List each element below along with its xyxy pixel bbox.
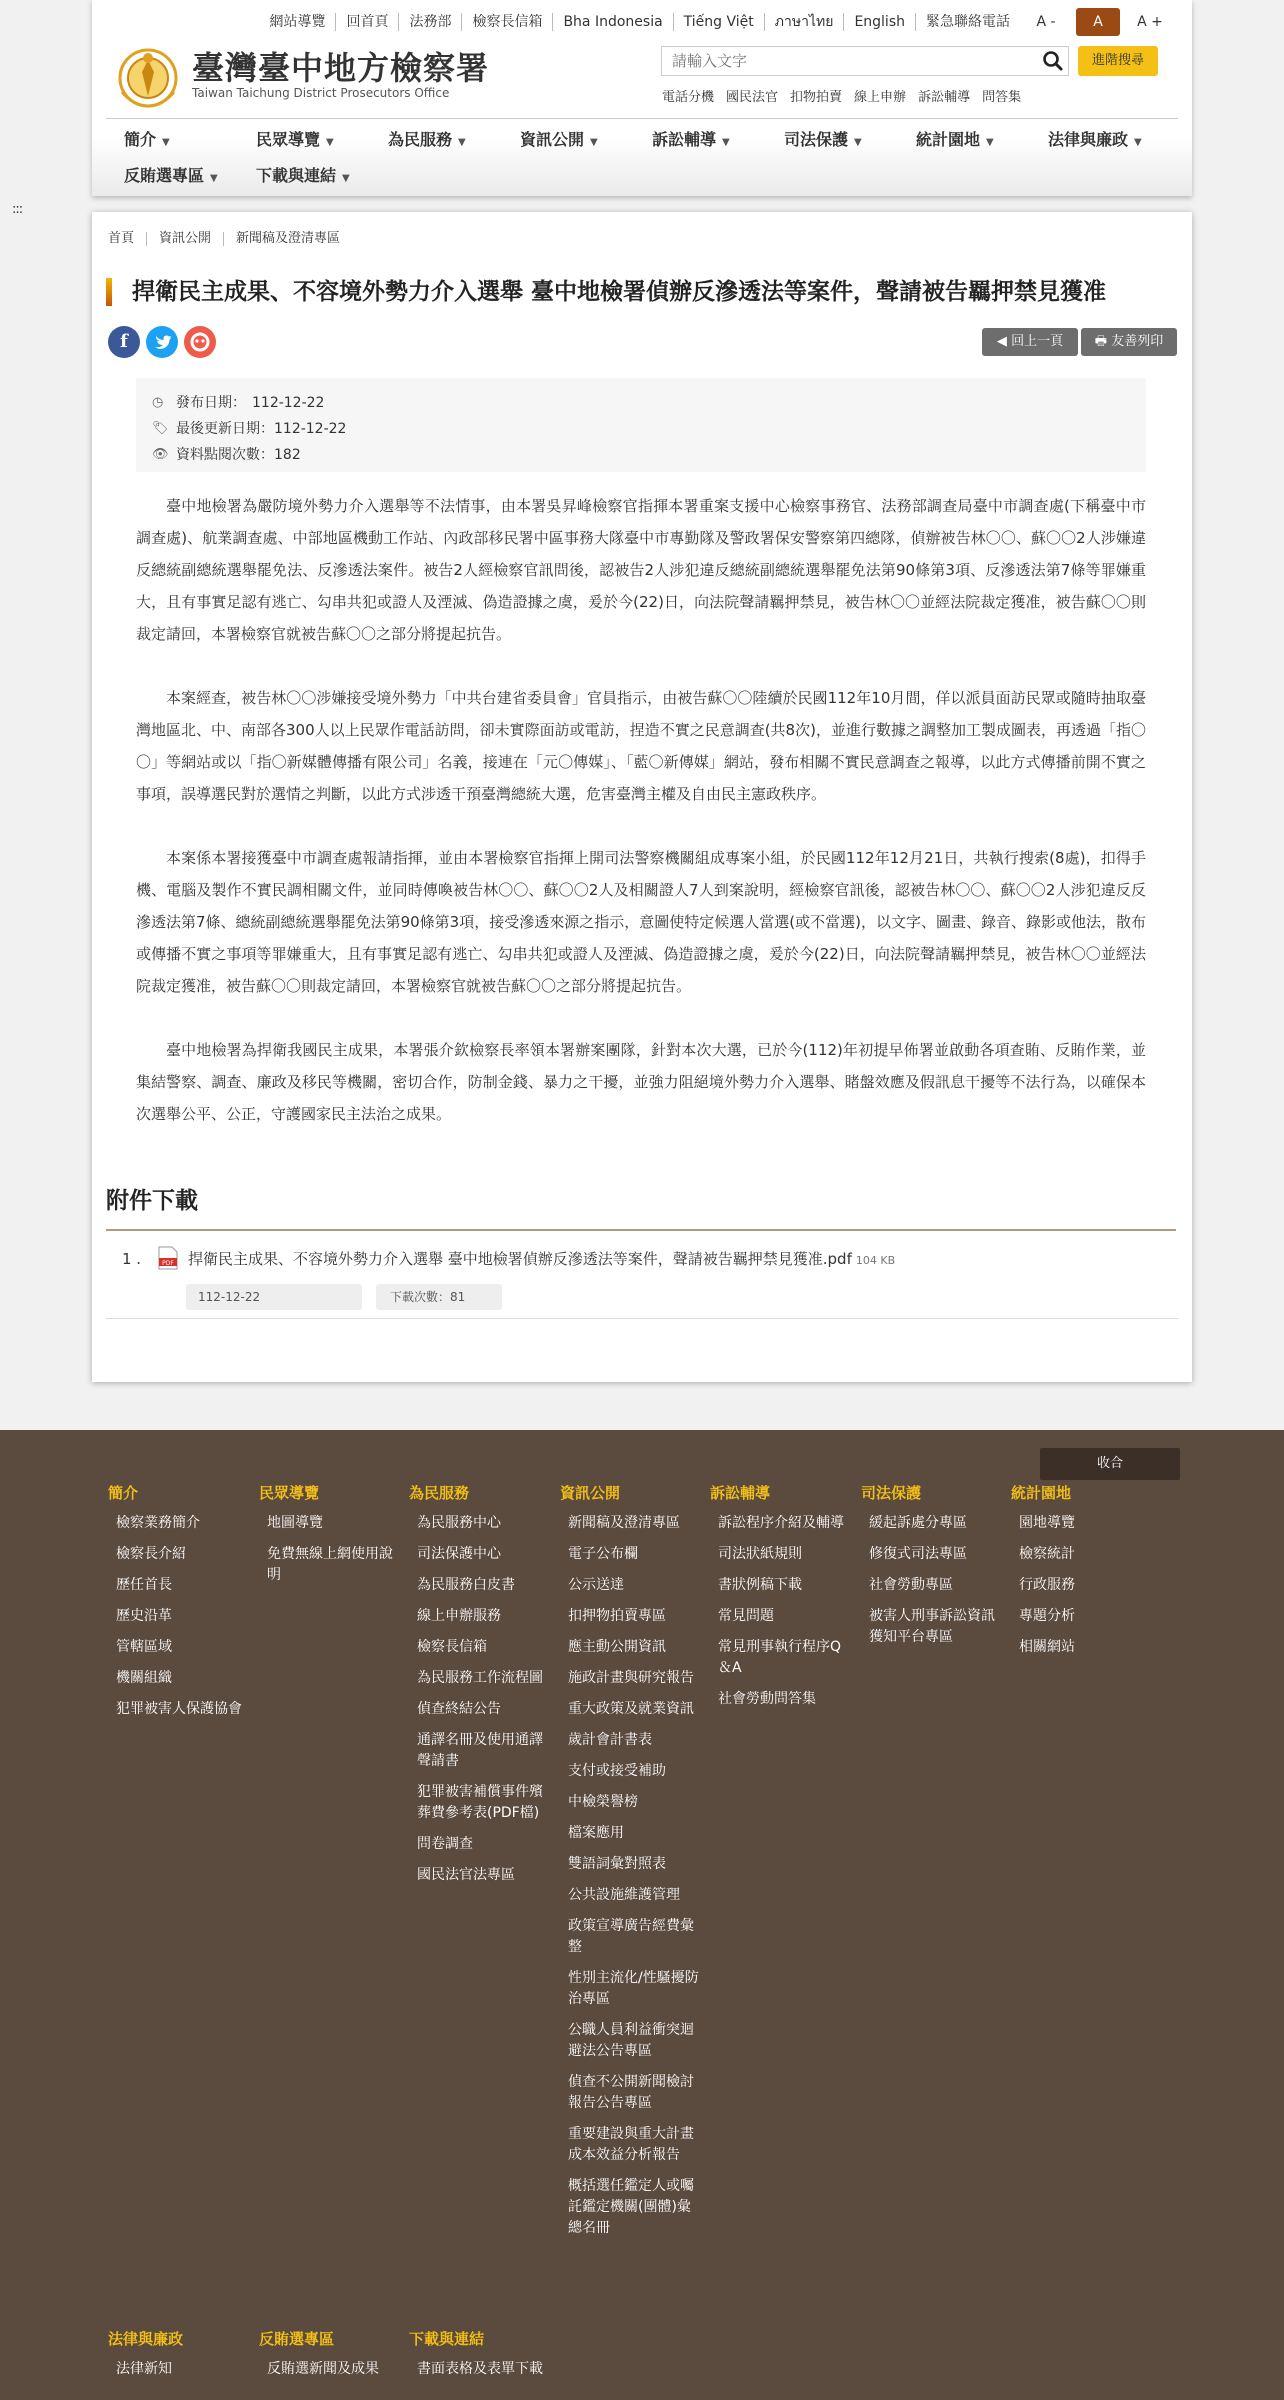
footer-link[interactable]: 施政計畫與研究報告 bbox=[568, 1670, 694, 1686]
nav-label: 資訊公開 bbox=[520, 130, 585, 149]
footer-link[interactable]: 偵查終結公告 bbox=[417, 1701, 501, 1717]
updated-date: 112-12-22 bbox=[274, 421, 347, 437]
article-paragraph: 本案係本署接獲臺中市調查處報請指揮，並由本署檢察官指揮上開司法警察機關組成專案小組，於民國112年12月21日，共執行搜索(8處)，扣得手機、電腦及製作不實民調相關文件，並同時傳喚被告林〇〇、蘇〇〇2人及相關證人7人到案說明，經檢察官訊後，認被告林〇〇、蘇〇〇2人涉犯違反反滲透法第7條、總統副總統選舉罷免法第90條第3項，接受滲透來源之指示，意圖使特定候選人當選(或不當選)，以文字、圖畫、錄音、錄影或他法，散布或傳播不實之事項等罪嫌重大，且有事實足認有逃亡、勾串共犯或證人及湮滅、偽造證據之虞，爰於今(22)日，向法院聲請羈押禁見，被告林〇〇並經法院裁定獲准，被告蘇〇〇則裁定請回，本署檢察官就被告蘇〇〇之部分將提起抗告。 bbox=[136, 849, 1146, 995]
footer-link[interactable]: 為民服務白皮書 bbox=[417, 1577, 515, 1593]
views-count: 182 bbox=[274, 447, 301, 463]
toplink-vietnamese[interactable]: Tiếng Việt bbox=[674, 13, 765, 31]
caret-down-icon: ▼ bbox=[210, 173, 218, 184]
attachment-divider bbox=[106, 1318, 1178, 1319]
footer-link[interactable]: 地圖導覽 bbox=[267, 1515, 323, 1531]
footer-link[interactable]: 偵查不公開新聞檢討報告公告專區 bbox=[568, 2074, 694, 2111]
footer-link[interactable]: 歲計會計書表 bbox=[568, 1732, 652, 1748]
footer-link[interactable]: 公共設施維護管理 bbox=[568, 1887, 680, 1903]
nav-litigation[interactable] bbox=[634, 122, 766, 158]
facebook-icon[interactable]: f bbox=[108, 326, 140, 358]
search-input[interactable] bbox=[662, 47, 1038, 75]
footer-link[interactable]: 專題分析 bbox=[1019, 1608, 1075, 1624]
footer-link[interactable]: 檢察業務簡介 bbox=[116, 1515, 200, 1531]
footer-column-title[interactable]: 訴訟輔導 bbox=[710, 1484, 771, 1502]
nav-judicial-protection[interactable] bbox=[766, 122, 898, 158]
hotkey-faq[interactable]: 問答集 bbox=[982, 90, 1022, 105]
font-size-small[interactable]: A - bbox=[1036, 14, 1056, 30]
nav-info-disclosure[interactable] bbox=[502, 122, 634, 158]
article-paragraph: 本案經查，被告林〇〇涉嫌接受境外勢力「中共台建省委員會」官員指示，由被告蘇〇〇陸續於民國112年10月間，佯以派員面訪民眾或隨時抽取臺灣地區北、中、南部各300人以上民眾作電話訪問，卻未實際面訪或電訪，捏造不實之民意調查(共8次)，並進行數據之調整加工製成圖表，再透過「指〇〇」等網站或以「指〇新媒體傳播有限公司」名義，接連在「元〇傳媒」、「藍〇新傳媒」網站，發布相關不實民意調查之報導，以此方式傳播前開不實之事項，誤導選民對於選情之判斷，以此方式涉透干預臺灣總統大選，危害臺灣主權及自由民主憲政秩序。 bbox=[136, 689, 1146, 803]
footer-column bbox=[409, 2328, 549, 2390]
nav-label: 訴訟輔導 bbox=[652, 130, 717, 149]
attachment-number: 1 . bbox=[122, 1250, 142, 1268]
nav-label: 法律與廉政 bbox=[1048, 130, 1129, 149]
attachment-filename: 捍衛民主成果、不容境外勢力介入選舉 臺中地檢署偵辦反滲透法等案件，聲請被告羈押禁見獲准.pdf bbox=[188, 1250, 852, 1268]
footer-link[interactable]: 檢察長信箱 bbox=[417, 1639, 487, 1655]
attachment-link[interactable] bbox=[188, 1248, 895, 1269]
attachment-downloads: 下載次數：81 bbox=[376, 1284, 502, 1310]
footer-link[interactable]: 問卷調查 bbox=[417, 1836, 473, 1852]
footer-link[interactable]: 應主動公開資訊 bbox=[568, 1639, 666, 1655]
footer-link[interactable]: 重要建設與重大計畫成本效益分析報告 bbox=[568, 2126, 694, 2163]
footer-link[interactable]: 反賄選新聞及成果 bbox=[267, 2361, 379, 2377]
article-body bbox=[136, 490, 1146, 1162]
views-label: 資料點閱次數： bbox=[176, 447, 274, 463]
footer-link[interactable]: 書面表格及表單下載 bbox=[417, 2361, 543, 2377]
hotkey-litigation[interactable]: 訴訟輔導 bbox=[918, 90, 971, 105]
footer-column-title[interactable]: 資訊公開 bbox=[560, 1484, 621, 1502]
nav-label: 反賄選專區 bbox=[124, 166, 205, 185]
eye-icon: 👁 bbox=[152, 447, 169, 462]
site-logo[interactable] bbox=[110, 42, 489, 110]
caret-down-icon: ▼ bbox=[854, 137, 862, 148]
site-header bbox=[92, 0, 1192, 196]
footer-column-title[interactable]: 反賄選專區 bbox=[259, 2330, 335, 2348]
footer-link[interactable]: 書狀例稿下載 bbox=[718, 1577, 802, 1593]
footer-column-title[interactable]: 統計園地 bbox=[1011, 1484, 1072, 1502]
footer-link[interactable]: 雙語詞彙對照表 bbox=[568, 1856, 666, 1872]
caret-down-icon: ▼ bbox=[722, 137, 730, 148]
footer-link[interactable]: 線上申辦服務 bbox=[417, 1608, 501, 1624]
breadcrumb-home[interactable]: 首頁 bbox=[108, 232, 147, 246]
footer-column-title[interactable]: 為民服務 bbox=[409, 1484, 470, 1502]
nav-divider bbox=[106, 118, 1178, 119]
font-size-medium[interactable]: A bbox=[1076, 8, 1120, 36]
footer-link[interactable]: 管轄區域 bbox=[116, 1639, 172, 1655]
footer-column-title[interactable]: 司法保護 bbox=[861, 1484, 922, 1502]
footer-link[interactable]: 扣押物拍賣專區 bbox=[568, 1608, 666, 1624]
caret-down-icon: ▼ bbox=[342, 173, 350, 184]
footer-column bbox=[409, 1482, 549, 1896]
caret-down-icon: ▼ bbox=[458, 137, 466, 148]
nav-label: 下載與連結 bbox=[256, 166, 337, 185]
nav-anti-bribery[interactable] bbox=[106, 158, 238, 194]
toplink-sitemap[interactable]: 網站導覽 bbox=[259, 13, 336, 31]
footer-link[interactable]: 國民法官法專區 bbox=[417, 1867, 515, 1883]
breadcrumb-news[interactable]: 新聞稿及澄清專區 bbox=[236, 231, 341, 246]
footer-link[interactable]: 概括選任鑑定人或囑託鑑定機關(團體)彙總名冊 bbox=[568, 2178, 694, 2236]
clock-icon: ◷ bbox=[152, 395, 164, 410]
footer-link[interactable]: 檔案應用 bbox=[568, 1825, 624, 1841]
nav-label: 簡介 bbox=[124, 130, 157, 149]
top-links bbox=[259, 8, 1176, 36]
footer-column bbox=[1011, 1482, 1151, 1668]
main-content bbox=[92, 212, 1192, 1382]
nav-downloads[interactable] bbox=[238, 158, 370, 194]
main-nav bbox=[106, 122, 1176, 194]
footer-link[interactable]: 檢察長介紹 bbox=[116, 1546, 186, 1562]
footer-link[interactable]: 歷任首長 bbox=[116, 1577, 172, 1593]
advanced-search-button[interactable]: 進階搜尋 bbox=[1078, 46, 1158, 76]
footer-link[interactable]: 犯罪被害補償事件殯葬費參考表(PDF檔) bbox=[417, 1784, 543, 1821]
footer-link[interactable]: 法律新知 bbox=[116, 2361, 172, 2377]
footer-column bbox=[861, 1482, 1001, 1658]
back-arrow-icon: ◀ bbox=[996, 334, 1012, 349]
back-label: 回上一頁 bbox=[1011, 334, 1064, 349]
pdf-icon bbox=[158, 1246, 178, 1270]
footer-column-title[interactable]: 民眾導覽 bbox=[259, 1484, 320, 1502]
footer-link[interactable]: 為民服務工作流程圖 bbox=[417, 1670, 543, 1686]
article-paragraph: 臺中地檢署為嚴防境外勢力介入選舉等不法情事，由本署吳昇峰檢察官指揮本署重案支援中心檢察事務官、法務部調查局臺中市調查處(下稱臺中市調查處)、航業調查處、中部地區機動工作站、內政部移民署中區事務大隊臺中市專勤隊及警政署保安警察第四總隊，偵辦被告林〇〇、蘇〇〇2人涉嫌違反總統副總統選舉罷免法、反滲透法案件。被告2人經檢察官訊問後，認被告2人涉犯違反總統副總統選舉罷免法第90條第3項、反滲透法第7條等罪嫌重大，且有事實足認有逃亡、勾串共犯或證人及湮滅、偽造證據之虞，爰於今(22)日，向法院聲請羈押禁見，被告林〇〇並經法院裁定獲准，被告蘇〇〇則裁定請回，本署檢察官就被告蘇〇〇之部分將提起抗告。 bbox=[136, 497, 1146, 643]
footer-link[interactable]: 社會勞動專區 bbox=[869, 1577, 953, 1593]
footer-column bbox=[108, 1482, 248, 1730]
footer-link[interactable]: 免費無線上網使用說明 bbox=[267, 1546, 393, 1583]
nav-label: 為民服務 bbox=[388, 130, 453, 149]
footer-link[interactable]: 檢察統計 bbox=[1019, 1546, 1075, 1562]
footer-column-title[interactable]: 下載與連結 bbox=[409, 2330, 485, 2348]
article-meta bbox=[136, 378, 1146, 472]
footer-link[interactable]: 司法狀紙規則 bbox=[718, 1546, 802, 1562]
nav-label: 民眾導覽 bbox=[256, 130, 321, 149]
breadcrumb bbox=[108, 232, 352, 246]
caret-down-icon: ▼ bbox=[986, 137, 994, 148]
footer-link[interactable]: 修復式司法專區 bbox=[869, 1546, 967, 1562]
collapse-button[interactable]: 收合 bbox=[1040, 1448, 1180, 1480]
logo-subtitle: Taiwan Taichung District Prosecutors Office bbox=[192, 86, 450, 100]
footer-link[interactable]: 園地導覽 bbox=[1019, 1515, 1075, 1531]
footer-link[interactable]: 電子公布欄 bbox=[568, 1546, 638, 1562]
back-button[interactable] bbox=[982, 328, 1078, 356]
breadcrumb-info[interactable]: 資訊公開 bbox=[147, 232, 224, 246]
emblem-icon bbox=[110, 42, 186, 110]
footer-column bbox=[259, 2328, 399, 2390]
footer-column bbox=[259, 1482, 399, 1596]
published-date: 112-12-22 bbox=[252, 395, 325, 411]
logo-title: 臺灣臺中地方檢察署 bbox=[192, 49, 490, 87]
caret-down-icon: ▼ bbox=[162, 137, 170, 148]
footer-column bbox=[710, 1482, 850, 1720]
search-icon[interactable] bbox=[1038, 47, 1068, 75]
footer-link[interactable]: 公示送達 bbox=[568, 1577, 624, 1593]
print-button[interactable] bbox=[1081, 328, 1177, 356]
footer-link[interactable]: 訴訟程序介紹及輔導 bbox=[718, 1515, 844, 1531]
updated-label: 最後更新日期： bbox=[176, 421, 274, 437]
caret-down-icon: ▼ bbox=[590, 137, 598, 148]
hotkey-citizen-judge[interactable]: 國民法官 bbox=[726, 90, 779, 105]
search-box bbox=[661, 46, 1069, 76]
footer-link[interactable]: 常見刑事執行程序Q＆A bbox=[718, 1639, 842, 1676]
toplink-moj[interactable]: 法務部 bbox=[399, 13, 462, 31]
footer-link[interactable]: 支付或接受補助 bbox=[568, 1763, 666, 1779]
nav-public-guide[interactable] bbox=[238, 122, 370, 158]
page-title: 捍衛民主成果、不容境外勢力介入選舉 臺中地檢署偵辦反滲透法等案件，聲請被告羈押禁見獲准 bbox=[106, 278, 1176, 306]
published-label: 發布日期： bbox=[176, 395, 246, 411]
hotkey-auction[interactable]: 扣物拍賣 bbox=[790, 90, 843, 105]
toplink-english[interactable]: English bbox=[844, 13, 916, 31]
footer-link[interactable]: 歷史沿革 bbox=[116, 1608, 172, 1624]
footer-column bbox=[108, 2328, 248, 2390]
caret-down-icon: ▼ bbox=[1134, 137, 1142, 148]
toplink-thai[interactable]: ภาษาไทย bbox=[765, 13, 845, 31]
footer-link[interactable]: 行政服務 bbox=[1019, 1577, 1075, 1593]
twitter-icon[interactable] bbox=[146, 326, 178, 358]
article-paragraph: 臺中地檢署為捍衛我國民主成果，本署張介欽檢察長率領本署辦案團隊，針對本次大選，已於今(112)年初提早佈署並啟動各項查賄、反賄作業，並集結警察、調查、廉政及移民等機關，密切合作，防制金錢、暴力之干擾，並強力阻絕境外勢力介入選舉、賭盤效應及假訊息干擾等不法行為，以確保本次選舉公平、公正，守護國家民主法治之成果。 bbox=[136, 1041, 1146, 1123]
footer-link[interactable]: 政策宣導廣告經費彙整 bbox=[568, 1918, 694, 1955]
nav-statistics[interactable] bbox=[898, 122, 1030, 158]
font-size-large[interactable]: A + bbox=[1137, 14, 1163, 30]
attachment-date: 112-12-22 bbox=[186, 1284, 362, 1310]
footer-link[interactable]: 機關組織 bbox=[116, 1670, 172, 1686]
toplink-home[interactable]: 回首頁 bbox=[336, 13, 399, 31]
share-bar bbox=[108, 326, 222, 358]
footer-column bbox=[560, 1482, 700, 2249]
toplink-mailbox[interactable]: 檢察長信箱 bbox=[462, 13, 553, 31]
accesskey-content[interactable]: ::: bbox=[12, 202, 23, 217]
hotkey-online[interactable]: 線上申辦 bbox=[854, 90, 907, 105]
footer-link[interactable]: 為民服務中心 bbox=[417, 1515, 501, 1531]
footer-link[interactable]: 相關網站 bbox=[1019, 1639, 1075, 1655]
footer-link[interactable]: 通譯名冊及使用通譯聲請書 bbox=[417, 1732, 543, 1769]
footer-column-title[interactable]: 簡介 bbox=[108, 1484, 139, 1502]
toplink-indonesian[interactable]: Bha Indonesia bbox=[553, 13, 673, 31]
footer-link[interactable]: 社會勞動問答集 bbox=[718, 1691, 816, 1707]
footer-link[interactable]: 中檢榮譽榜 bbox=[568, 1794, 638, 1810]
toplink-emergency[interactable]: 緊急聯絡電話 bbox=[926, 14, 1010, 30]
footer-link[interactable]: 公職人員利益衝突迴避法公告專區 bbox=[568, 2022, 694, 2059]
caret-down-icon: ▼ bbox=[326, 137, 334, 148]
nav-label: 司法保護 bbox=[784, 130, 849, 149]
footer-link[interactable]: 新聞稿及澄清專區 bbox=[568, 1515, 680, 1531]
attachments-heading: 附件下載 bbox=[106, 1182, 1176, 1231]
footer-link[interactable]: 司法保護中心 bbox=[417, 1546, 501, 1562]
nav-law-integrity[interactable] bbox=[1030, 122, 1162, 158]
printer-icon: 🖶 bbox=[1094, 334, 1112, 349]
tag-icon: 🏷 bbox=[152, 421, 169, 436]
nav-intro[interactable] bbox=[106, 122, 238, 158]
attachment-size: 104 KB bbox=[855, 1254, 896, 1267]
footer-link[interactable]: 被害人刑事訴訟資訊獲知平台專區 bbox=[869, 1608, 995, 1645]
print-label: 友善列印 bbox=[1111, 334, 1164, 349]
nav-services[interactable] bbox=[370, 122, 502, 158]
hotkey-phone[interactable]: 電話分機 bbox=[662, 90, 715, 105]
footer-link[interactable]: 緩起訴處分專區 bbox=[869, 1515, 967, 1531]
svg-text:PDF: PDF bbox=[162, 1260, 174, 1267]
footer-link[interactable]: 犯罪被害人保護協會 bbox=[116, 1701, 242, 1717]
nav-label: 統計園地 bbox=[916, 130, 981, 149]
footer-link[interactable]: 重大政策及就業資訊 bbox=[568, 1701, 694, 1717]
footer-column-title[interactable]: 法律與廉政 bbox=[108, 2330, 184, 2348]
footer bbox=[0, 1430, 1284, 2400]
plurk-icon[interactable] bbox=[184, 326, 216, 358]
footer-link[interactable]: 常見問題 bbox=[718, 1608, 774, 1624]
footer-link[interactable]: 性別主流化/性騷擾防治專區 bbox=[568, 1970, 699, 2007]
hot-keywords bbox=[662, 86, 1033, 105]
